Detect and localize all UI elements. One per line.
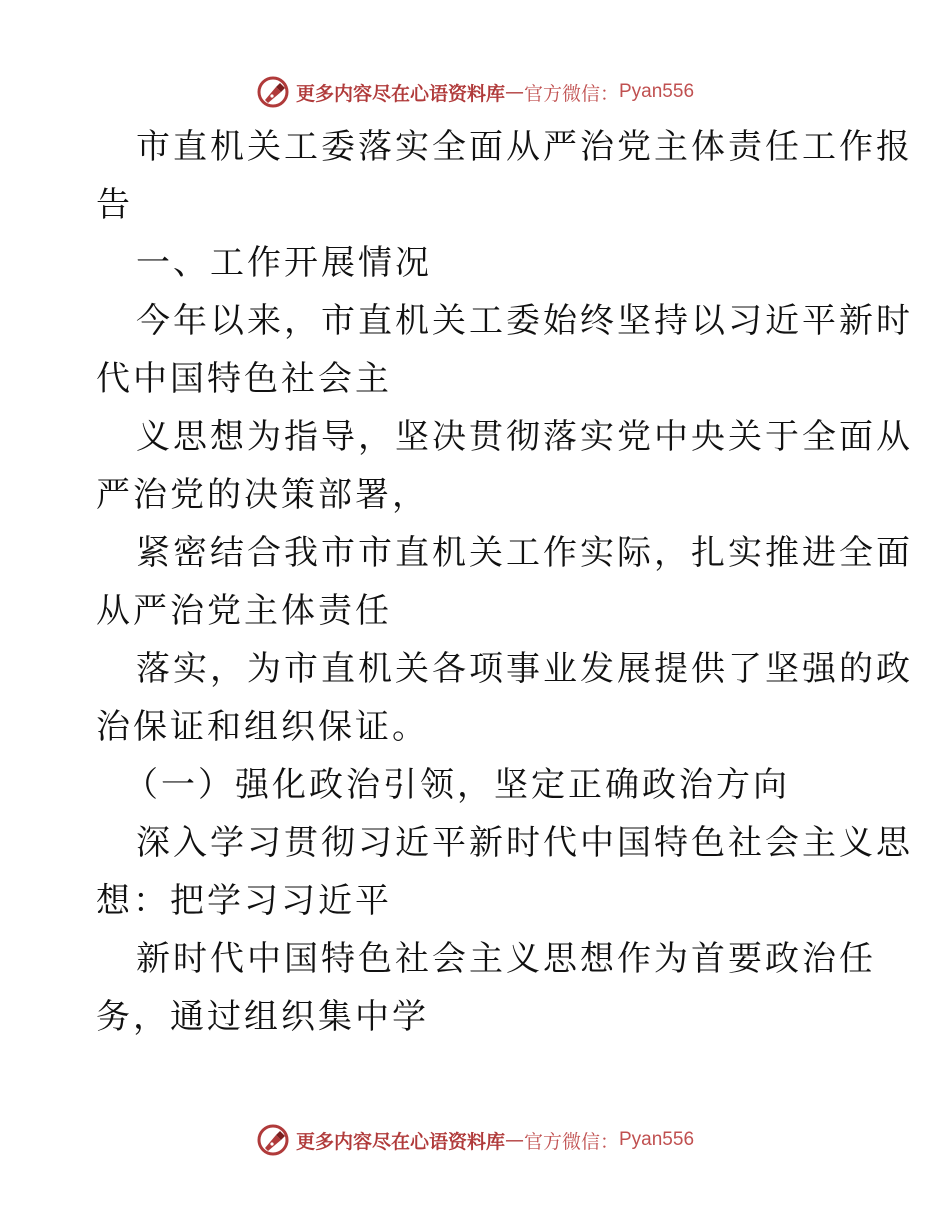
paragraph-line: 义思想为指导，坚决贯彻落实党中央关于全面从 [136,417,913,457]
paragraph-line: 务，通过组织集中学 [96,997,429,1037]
wechat-label: 官方微信： [523,82,619,105]
pen-nib-circle-logo [256,75,290,109]
paragraph-line: 深入学习贯彻习近平新时代中国特色社会主义思 [136,823,913,863]
document-title-line-2: 告 [96,185,133,225]
banner-separator: — [504,1129,524,1151]
paragraph-line: 治保证和组织保证。 [96,707,429,747]
wechat-label: 官方微信： [523,1130,619,1153]
pen-nib-circle-logo [256,1123,290,1157]
footer-banner [0,1120,950,1160]
document-title-line-1: 市直机关工委落实全面从严治党主体责任工作报 [136,127,913,167]
subsection-heading: （一）强化政治引领，坚定正确政治方向 [124,765,790,805]
paragraph-line: 从严治党主体责任 [96,591,392,631]
paragraph-line: 今年以来，市直机关工委始终坚持以习近平新时 [136,301,913,341]
banner-separator: — [504,81,524,103]
document-body [96,118,913,1046]
paragraph-line: 代中国特色社会主 [96,359,392,399]
wechat-id: Pyan556 [619,81,695,102]
paragraph-line: 想：把学习习近平 [96,881,392,921]
wechat-id: Pyan556 [619,1129,695,1150]
paragraph-line: 紧密结合我市市直机关工作实际，扎实推进全面 [136,533,913,573]
paragraph-line: 落实，为市直机关各项事业发展提供了坚强的政 [136,649,913,689]
site-name-text: 更多内容尽在心语资料库 [295,1130,505,1153]
header-banner [0,72,950,112]
paragraph-line: 新时代中国特色社会主义思想作为首要政治任 [136,939,876,979]
paragraph-line: 严治党的决策部署， [96,475,429,515]
site-name-text: 更多内容尽在心语资料库 [295,82,505,105]
section-heading: 一、工作开展情况 [136,243,432,283]
